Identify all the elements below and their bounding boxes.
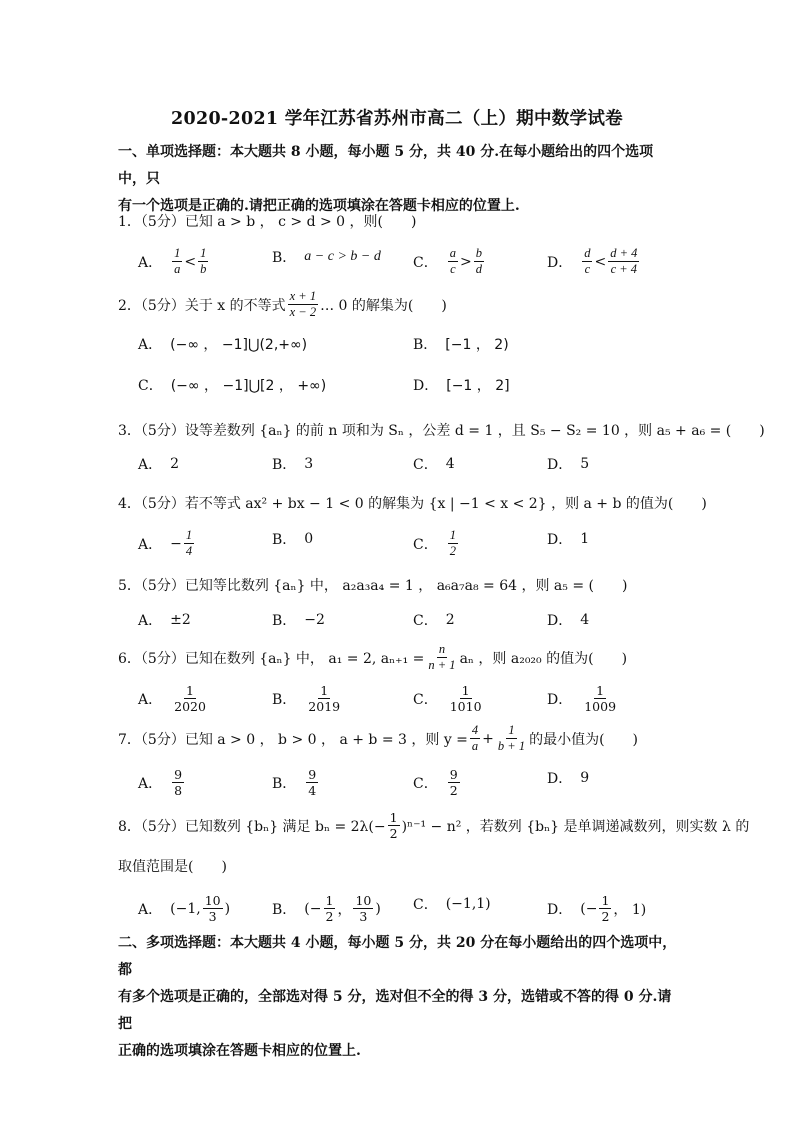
question-5-stem: 5．（5分）已知等比数列 {aₙ} 中， a₂a₃a₄ = 1 ， a₆a₇a₈ = 64 ，则 a₅ = ( ) [118, 578, 628, 594]
fraction: $\frac{10}{3}$ [355, 893, 372, 924]
question-2-options-row2 [138, 375, 698, 403]
fraction: $\frac{1}{2}$ [449, 528, 456, 558]
q8-option-b[interactable]: B． (− $\frac{1}{2}$ ， $\frac{10}{3}$ ) [272, 893, 381, 924]
fraction: $\frac{1}{1009}$ [584, 683, 617, 714]
question-7-options [138, 768, 698, 796]
fraction: $\frac{1}{2}$ [325, 893, 334, 924]
q3-option-d[interactable]: D． 5 [547, 456, 590, 473]
question-5-options [138, 610, 698, 638]
fraction: $\frac{d}{c}$ [584, 246, 591, 276]
q8-option-a[interactable]: A． (−1, $\frac{10}{3}$ ) [138, 893, 231, 924]
q1-option-a[interactable]: A． $\frac{1}{a}$ < $\frac{1}{b}$ [138, 246, 207, 276]
q5-option-b[interactable]: B． −2 [272, 612, 325, 629]
q4-option-b[interactable]: B． 0 [272, 531, 314, 548]
q7-option-b[interactable]: B． $\frac{9}{4}$ [272, 767, 317, 798]
fraction: $\frac{1}{2}$ [389, 810, 398, 841]
fraction: $\frac{1}{1010}$ [449, 683, 482, 714]
question-7-stem: 7．（5分）已知 a > 0 ， b > 0 ， a + b = 3 ，则 y = $\frac{4}{a}$ + $\frac{1}{b + 1}$ 的最小值为( ) [118, 723, 639, 753]
q5-option-d[interactable]: D． 4 [547, 612, 590, 629]
q8-option-c[interactable]: C． (−1,1) [413, 896, 491, 913]
fraction: $\frac{1}{a}$ [174, 246, 181, 276]
section2-heading-line1: 二、多项选择题：本大题共 4 小题，每小题 5 分，共 20 分在每小题给出的四个选项中，都 [118, 935, 677, 978]
q6-option-a[interactable]: A． $\frac{1}{2020}$ [138, 683, 206, 714]
q7-option-a[interactable]: A． $\frac{9}{8}$ [138, 767, 183, 798]
q5-option-c[interactable]: C． 2 [413, 612, 455, 629]
q2-option-d[interactable]: D． [−1 ， 2] [413, 378, 510, 394]
q6-option-b[interactable]: B． $\frac{1}{2019}$ [272, 683, 341, 714]
q1-option-d[interactable]: D． $\frac{d}{c}$ < $\frac{d + 4}{c + 4}$ [547, 246, 638, 276]
question-8-stem: 8．（5分）已知数列 {bₙ} 满足 bₙ = 2λ(− $\frac{1}{2}$ )ⁿ⁻¹ − n² ，若数列 {bₙ} 是单调递减数列，则实数 λ 的 [118, 810, 750, 841]
section2-heading [118, 930, 680, 1065]
q4-option-c[interactable]: C． $\frac{1}{2}$ [413, 528, 456, 558]
question-1-stem: 1．（5分）已知 a > b ， c > d > 0 ，则( ) [118, 214, 417, 230]
q5-option-a[interactable]: A． ±2 [138, 612, 191, 629]
fraction: $\frac{1}{2020}$ [174, 683, 206, 714]
question-1-options [138, 247, 698, 275]
fraction: $\frac{a}{c}$ [449, 246, 456, 276]
section1-heading [118, 139, 680, 220]
q2-option-a[interactable]: A． (−∞ ， −1]⋃(2,+∞) [138, 337, 308, 353]
fraction: $\frac{9}{4}$ [308, 767, 317, 798]
q7-option-d[interactable]: D． 9 [547, 770, 590, 787]
fraction: $\frac{1}{b}$ [200, 246, 207, 276]
section1-heading-line2: 有一个选项是正确的.请把正确的选项填涂在答题卡相应的位置上. [118, 198, 520, 214]
fraction: $\frac{b}{d}$ [475, 246, 482, 276]
question-4-options [138, 529, 698, 557]
question-2-options-row1 [138, 334, 698, 362]
fraction: $\frac{1}{b + 1}$ [497, 723, 526, 753]
fraction: $\frac{x + 1}{x - 2}$ [289, 289, 317, 319]
q2-option-b[interactable]: B． [−1 ， 2) [413, 337, 509, 353]
question-3-stem: 3．（5分）设等差数列 {aₙ} 的前 n 项和为 Sₙ ，公差 d = 1 ，且 S₅ − S₂ = 10 ，则 a₅ + a₆ = ( ) [118, 423, 765, 439]
q7-option-c[interactable]: C． $\frac{9}{2}$ [413, 767, 458, 798]
q6-option-c[interactable]: C． $\frac{1}{1010}$ [413, 683, 482, 714]
question-4-stem: 4．（5分）若不等式 ax² + bx − 1 < 0 的解集为 {x | −1 < x < 2} ，则 a + b 的值为( ) [118, 496, 707, 512]
fraction: $\frac{9}{8}$ [174, 767, 183, 798]
fraction: $\frac{10}{3}$ [204, 893, 221, 924]
fraction: $\frac{9}{2}$ [449, 767, 458, 798]
q2-option-c[interactable]: C． (−∞ ， −1]⋃[2 ， +∞) [138, 378, 327, 394]
q8-option-d[interactable]: D． (− $\frac{1}{2}$ ， 1) [547, 893, 647, 924]
q3-option-c[interactable]: C． 4 [413, 456, 455, 473]
section1-heading-line1: 一、单项选择题：本大题共 8 小题，每小题 5 分，共 40 分.在每小题给出的四个选项中，只 [118, 144, 654, 187]
question-6-options [138, 684, 698, 712]
q6-option-d[interactable]: D． $\frac{1}{1009}$ [547, 683, 617, 714]
fraction: $\frac{1}{4}$ [185, 528, 193, 558]
q4-option-a[interactable]: A． − $\frac{1}{4}$ [138, 528, 193, 558]
fraction: $\frac{d + 4}{c + 4}$ [610, 246, 638, 276]
fraction: $\frac{4}{a}$ [471, 723, 479, 753]
question-8-options [138, 894, 698, 922]
fraction: $\frac{1}{2}$ [601, 893, 610, 924]
q1-option-b[interactable]: B． a − c > b − d [272, 249, 381, 266]
fraction: $\frac{1}{2019}$ [308, 683, 341, 714]
exam-title: 2020-2021 学年江苏省苏州市高二（上）期中数学试卷 [171, 109, 623, 129]
q3-option-a[interactable]: A． 2 [138, 456, 180, 473]
q3-option-b[interactable]: B． 3 [272, 456, 314, 473]
question-8-stem-line2: 取值范围是( ) [118, 859, 227, 875]
question-2-stem: 2．（5分）关于 x 的不等式 $\frac{x + 1}{x - 2}$ … 0 的解集为( ) [118, 289, 447, 319]
q4-option-d[interactable]: D． 1 [547, 531, 590, 548]
question-3-options [138, 454, 698, 482]
question-6-stem: 6．（5分）已知在数列 {aₙ} 中， a₁ = 2, aₙ₊₁ = $\frac{n}{n + 1}$ aₙ ，则 a₂₀₂₀ 的值为( ) [118, 642, 628, 672]
q1-option-c[interactable]: C． $\frac{a}{c}$ > $\frac{b}{d}$ [413, 246, 482, 276]
section2-heading-line2: 有多个选项是正确的，全部选对得 5 分，选对但不全的得 3 分，选错或不答的得 0 分.请把 [118, 989, 672, 1032]
section2-heading-line3: 正确的选项填涂在答题卡相应的位置上. [118, 1043, 361, 1059]
fraction: $\frac{n}{n + 1}$ [428, 642, 456, 672]
